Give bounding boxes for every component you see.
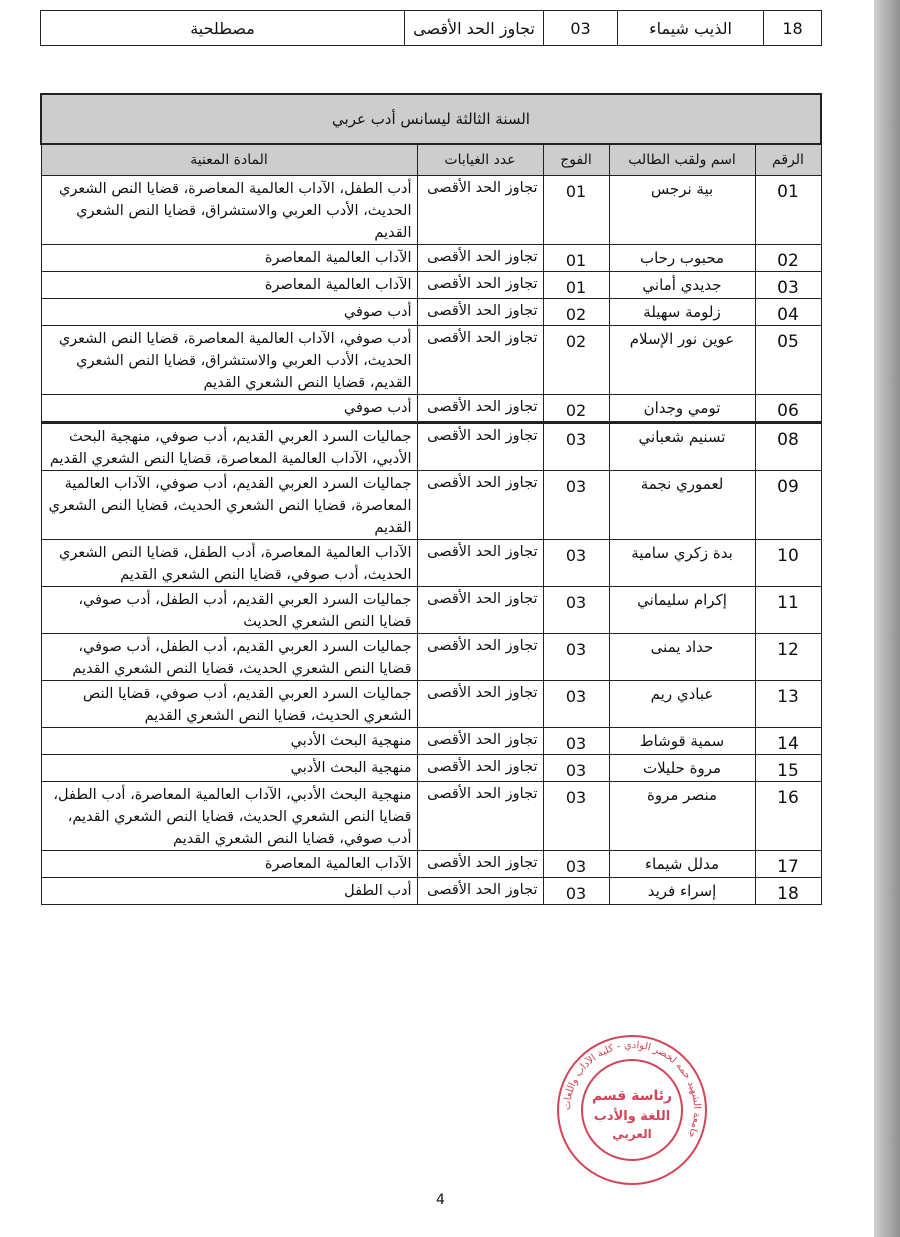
table-row: [41, 540, 821, 587]
student-name: إكرام سليماني: [609, 587, 755, 634]
row-number: 17: [755, 851, 821, 878]
table-row: [41, 851, 821, 878]
group: 03: [543, 755, 609, 782]
subject: جماليات السرد العربي القديم، أدب صوفي، الآداب العالمية المعاصرة، قضايا النص الشعري الحديث، قضايا النص الشعري القديم: [41, 471, 417, 540]
row-number: 18: [764, 11, 822, 46]
stamp-line-1: رئاسة قسم: [591, 1088, 673, 1104]
absences-table: [40, 93, 822, 905]
group: 02: [543, 326, 609, 395]
student-name: سمية قوشاط: [609, 728, 755, 755]
group: 03: [543, 540, 609, 587]
table-row: [41, 681, 821, 728]
group: 03: [543, 587, 609, 634]
subject: جماليات السرد العربي القديم، أدب صوفي، قضايا النص الشعري الحديث، قضايا النص الشعري القديم: [41, 681, 417, 728]
row-number: 16: [755, 782, 821, 851]
table-row: [41, 587, 821, 634]
header-row: [41, 144, 821, 176]
group: 03: [543, 681, 609, 728]
official-stamp: [552, 1030, 712, 1190]
subject: منهجية البحث الأدبي: [41, 755, 417, 782]
group: 03: [544, 11, 618, 46]
group: 02: [543, 395, 609, 423]
group: 03: [543, 851, 609, 878]
subject: جماليات السرد العربي القديم، أدب الطفل، أدب صوفي، قضايا النص الشعري الحديث، قضايا النص الشعري القديم: [41, 634, 417, 681]
student-name: بية نرجس: [609, 176, 755, 245]
absences: تجاوز الحد الأقصى: [417, 634, 543, 681]
absences: تجاوز الحد الأقصى: [417, 755, 543, 782]
table-row: [41, 11, 822, 46]
table-row: [41, 245, 821, 272]
table-row: [41, 878, 821, 905]
subject: جماليات السرد العربي القديم، أدب الطفل، أدب صوفي، قضايا النص الشعري الحديث: [41, 587, 417, 634]
student-name: مدلل شيماء: [609, 851, 755, 878]
subject: منهجية البحث الأدبي، الآداب العالمية المعاصرة، أدب الطفل، قضايا النص الشعري الحديث، قضايا النص الشعري القديم، أدب صوفي، قضايا النص الشعري القديم: [41, 782, 417, 851]
stamp-graphic: [552, 1030, 712, 1190]
subject: الآداب العالمية المعاصرة: [41, 272, 417, 299]
student-name: لعموري نجمة: [609, 471, 755, 540]
stamp-line-3: العربي: [612, 1127, 652, 1141]
absences: تجاوز الحد الأقصى: [417, 299, 543, 326]
group: 03: [543, 471, 609, 540]
previous-table-fragment: [40, 10, 822, 46]
student-name: زلومة سهيلة: [609, 299, 755, 326]
row-number: 11: [755, 587, 821, 634]
subject: الآداب العالمية المعاصرة، أدب الطفل، قضايا النص الشعري الحديث، أدب صوفي، قضايا النص الشعري القديم: [41, 540, 417, 587]
student-name: بدة زكري سامية: [609, 540, 755, 587]
student-name: تسنيم شعباني: [609, 423, 755, 471]
student-name: إسراء فريد: [609, 878, 755, 905]
student-name: حداد يمنى: [609, 634, 755, 681]
absences: تجاوز الحد الأقصى: [417, 681, 543, 728]
group: 01: [543, 245, 609, 272]
group: 01: [543, 272, 609, 299]
absences: تجاوز الحد الأقصى: [405, 11, 544, 46]
header-absences: عدد الغيابات: [417, 144, 543, 176]
header-subject: المادة المعنية: [41, 144, 417, 176]
absences: تجاوز الحد الأقصى: [417, 423, 543, 471]
student-name: مروة حليلات: [609, 755, 755, 782]
subject: مصطلحية: [41, 11, 405, 46]
row-number: 02: [755, 245, 821, 272]
row-number: 13: [755, 681, 821, 728]
table-row: [41, 395, 821, 423]
subject: منهجية البحث الأدبي: [41, 728, 417, 755]
absences: تجاوز الحد الأقصى: [417, 272, 543, 299]
student-name: محبوب رحاب: [609, 245, 755, 272]
group: 03: [543, 728, 609, 755]
absences: تجاوز الحد الأقصى: [417, 728, 543, 755]
subject: الآداب العالمية المعاصرة: [41, 245, 417, 272]
absences: تجاوز الحد الأقصى: [417, 395, 543, 423]
absences: تجاوز الحد الأقصى: [417, 245, 543, 272]
subject: أدب الطفل، الآداب العالمية المعاصرة، قضايا النص الشعري الحديث، الأدب العربي والاستشراق، قضايا النص الشعري القديم: [41, 176, 417, 245]
absences: تجاوز الحد الأقصى: [417, 326, 543, 395]
group: 01: [543, 176, 609, 245]
subject: أدب صوفي، الآداب العالمية المعاصرة، قضايا النص الشعري الحديث، الأدب العربي والاستشراق، قضايا النص الشعري القديم، قضايا النص الشعري القديم: [41, 326, 417, 395]
group: 03: [543, 423, 609, 471]
table-row: [41, 471, 821, 540]
section-title: السنة الثالثة ليسانس أدب عربي: [41, 94, 821, 144]
page-number: 4: [436, 1192, 445, 1208]
row-number: 01: [755, 176, 821, 245]
table-row: [41, 755, 821, 782]
table-row: [41, 423, 821, 471]
absences: تجاوز الحد الأقصى: [417, 587, 543, 634]
group: 03: [543, 878, 609, 905]
row-number: 18: [755, 878, 821, 905]
scan-edge: [874, 0, 900, 1237]
group: 02: [543, 299, 609, 326]
subject: أدب صوفي: [41, 395, 417, 423]
student-name: الذيب شيماء: [618, 11, 764, 46]
table-row: [41, 782, 821, 851]
student-name: عبادي ريم: [609, 681, 755, 728]
student-name: منصر مروة: [609, 782, 755, 851]
row-number: 09: [755, 471, 821, 540]
group: 03: [543, 634, 609, 681]
subject: أدب الطفل: [41, 878, 417, 905]
row-number: 12: [755, 634, 821, 681]
row-number: 14: [755, 728, 821, 755]
row-number: 04: [755, 299, 821, 326]
table-row: [41, 299, 821, 326]
subject: أدب صوفي: [41, 299, 417, 326]
absences: تجاوز الحد الأقصى: [417, 471, 543, 540]
absences: تجاوز الحد الأقصى: [417, 851, 543, 878]
row-number: 03: [755, 272, 821, 299]
subject: الآداب العالمية المعاصرة: [41, 851, 417, 878]
stamp-ring-text: جامعة الشهيد حمه لخضر الوادي - كلية الآداب واللغات: [561, 1039, 703, 1140]
header-name: اسم ولقب الطالب: [609, 144, 755, 176]
header-number: الرقم: [755, 144, 821, 176]
absences: تجاوز الحد الأقصى: [417, 878, 543, 905]
student-name: عوين نور الإسلام: [609, 326, 755, 395]
row-number: 15: [755, 755, 821, 782]
row-number: 06: [755, 395, 821, 423]
table-row: [41, 728, 821, 755]
section-title-row: [41, 94, 821, 144]
student-name: جديدي أماني: [609, 272, 755, 299]
stamp-line-2: اللغة والأدب: [593, 1109, 671, 1124]
absences: تجاوز الحد الأقصى: [417, 176, 543, 245]
absences: تجاوز الحد الأقصى: [417, 540, 543, 587]
table-body: [41, 176, 821, 905]
table-row: [41, 176, 821, 245]
student-name: تومي وجدان: [609, 395, 755, 423]
absences: تجاوز الحد الأقصى: [417, 782, 543, 851]
subject: جماليات السرد العربي القديم، أدب صوفي، منهجية البحث الأدبي، الآداب العالمية المعاصرة، قضايا النص الشعري القديم: [41, 423, 417, 471]
row-number: 10: [755, 540, 821, 587]
header-group: الفوج: [543, 144, 609, 176]
row-number: 08: [755, 423, 821, 471]
table-row: [41, 634, 821, 681]
table-row: [41, 326, 821, 395]
table-row: [41, 272, 821, 299]
row-number: 05: [755, 326, 821, 395]
group: 03: [543, 782, 609, 851]
